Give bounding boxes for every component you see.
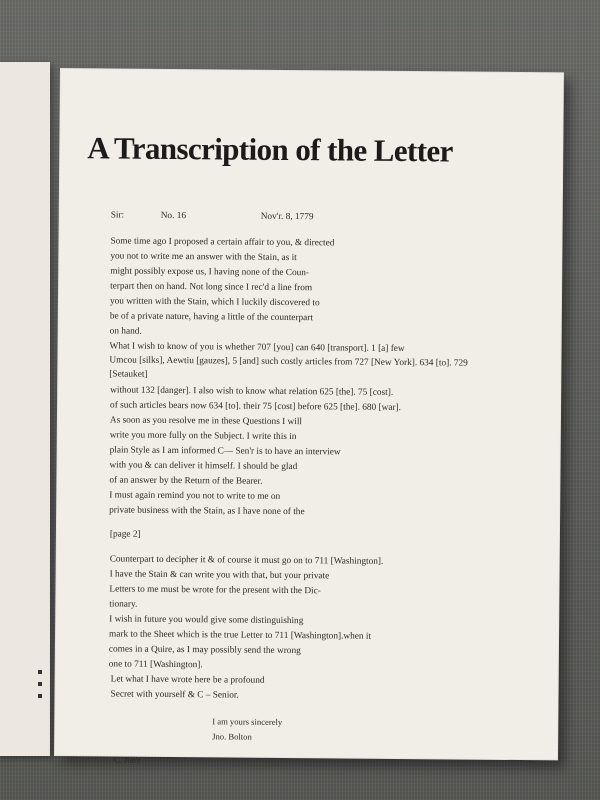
page2-line: one to 711 [Washington].: [108, 659, 203, 671]
page2-line: I have the Stain & can write you with that, but your private: [109, 569, 330, 582]
body-line: with you & can deliver it himself. I should be glad: [109, 460, 298, 473]
page2-line: mark to the Sheet which is the true Letter to 711 [Washington].when it: [109, 629, 372, 642]
transcription-panel: [54, 68, 564, 765]
letter-number: No. 16: [160, 210, 187, 222]
body-line: be of a private nature, having a little of the counterpart: [109, 311, 314, 324]
body-line: Umcou [silks], Aewtiu [gauzes], 5 [and] such costly articles from 727 [New York]. 634 [to]. 729: [109, 355, 468, 369]
body-line: write you more fully on the Subject. I write this in: [109, 430, 297, 443]
body-line: without 132 [danger]. I also wish to know what relation 625 [the]. 75 [cost].: [110, 385, 394, 398]
closing-line: I am yours sincerely: [212, 716, 283, 727]
body-line: of an answer by the Return of the Bearer.: [109, 475, 263, 487]
page2-line: Letters to me must be wrote for the present with the Dic-: [109, 584, 321, 597]
body-line: plain Style as I am informed C— Sen'r is to have an interview: [109, 445, 341, 458]
page-marker: [page 2]: [109, 529, 141, 540]
page2-line: Counterpart to decipher it & of course it must go on to 711 [Washington].: [109, 554, 384, 567]
page2-line: I wish in future you would give some distinguishing: [109, 614, 304, 627]
adjacent-display-panel: [0, 62, 50, 756]
body-line: [Setauket]: [109, 369, 148, 380]
letter-salutation: Sir:: [110, 210, 125, 221]
body-line: on hand.: [109, 326, 142, 337]
page2-line: comes in a Quire, as I may possibly send the wrong: [108, 644, 301, 657]
page2-line: Secret with yourself & C – Senior.: [110, 689, 239, 701]
letter-date: Nov'r. 8, 1779: [260, 211, 314, 223]
body-line: As soon as you resolve me in these Questions I will: [109, 415, 303, 428]
page2-line: tionary.: [109, 599, 138, 610]
body-line: What I wish to know of you is whether 707 [you] can 640 [transport]. 1 [a] few: [109, 341, 405, 355]
body-line: Some time ago I proposed a certain affair to you, & directed: [110, 236, 335, 249]
body-line: terpart then on hand. Not long since I rec'd a line from: [110, 281, 313, 294]
body-line: you not to write me an answer with the Stain, as it: [110, 251, 297, 264]
body-line: I must again remind you not to write to me on: [109, 490, 281, 502]
panel-title: A Transcription of the Letter: [87, 130, 453, 169]
body-line: you written with the Stain, which I luckily discovered to: [109, 296, 320, 309]
adjacent-panel-text-fragment: [38, 662, 48, 706]
signature-name: Jno. Bolton: [212, 731, 252, 742]
footer-initials: C. Jun'r: [113, 754, 141, 765]
body-line: might possibly expose us, I having none of the Coun-: [110, 266, 310, 279]
body-line: of such articles bears now 634 [to]. their 75 [cost] before 625 [the]. 680 [war].: [110, 400, 402, 413]
body-line: private business with the Stain, as I have none of the: [109, 505, 305, 518]
page2-line: Let what I have wrote here be a profound: [110, 674, 265, 686]
